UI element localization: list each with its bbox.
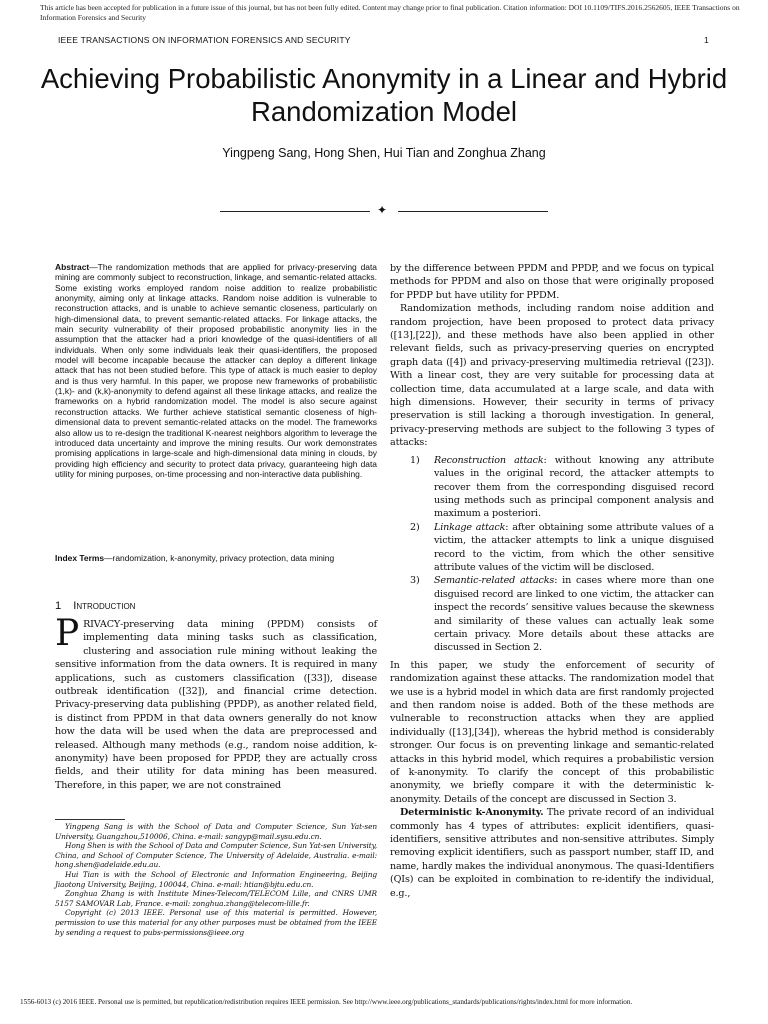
divider-star-icon: ✦ bbox=[377, 203, 388, 217]
author-list: Yingpeng Sang, Hong Shen, Hui Tian and Zonghua Zhang bbox=[222, 146, 546, 160]
index-terms-label: Index Terms bbox=[55, 553, 105, 563]
index-terms bbox=[55, 553, 377, 563]
footnote: Hong Shen is with the School of Data and Computer Science, Sun Yat-sen University, China, and School of Computer Science, The University of Adelaide, Australia. e-mail: hong.shen@adelaide.edu.au. bbox=[55, 841, 377, 870]
title-divider bbox=[220, 203, 548, 218]
abstract-label: Abstract bbox=[55, 262, 90, 272]
paper-title: Achieving Probabilistic Anonymity in a Linear and Hybrid Randomization Model bbox=[40, 63, 728, 127]
attack-name: Reconstruction attack bbox=[434, 454, 544, 466]
first-word-rest: RIVACY bbox=[83, 619, 121, 630]
list-item bbox=[390, 454, 714, 521]
attack-list bbox=[390, 454, 714, 655]
list-number: 1) bbox=[410, 454, 420, 466]
running-head: IEEE TRANSACTIONS ON INFORMATION FORENSICS AND SECURITY bbox=[58, 35, 351, 45]
paragraph: by the difference between PPDM and PPDP, and we focus on typical methods for PPDM and also on those that were originally proposed for PPDP but have utility for PPDM. bbox=[390, 263, 714, 301]
paragraph: Randomization methods, including random noise addition and random projection, have been proposed to protect data privacy ([13],[22]), and these methods have also been applied in other relevant fields, such as privacy-preserving queries on encrypted graph data ([4]) and privacy-preserving multimedia retrieval ([23]). With a linear cost, they are very suitable for processing data at collection time, data accumulated at a large scale, and data with high dimensions. However, their security in terms of privacy preservation is still lacking a thorough investigation. In general, privacy-preserving methods are subject to the following 3 types of attacks: bbox=[390, 303, 714, 449]
divider-line-right bbox=[398, 211, 548, 212]
index-terms-text: —randomization, k-anonymity, privacy protection, data mining bbox=[104, 553, 335, 563]
section-heading-introduction bbox=[55, 600, 135, 612]
publication-notice: This article has been accepted for publication in a future issue of this journal, but has not been fully edited. Content may change prior to final publication. Citation information: DOI 10.1109/TIFS.2016.2562605, IEEE Transactions on Information Forensics and Security bbox=[40, 3, 740, 22]
attack-name: Semantic-related attacks bbox=[434, 575, 555, 587]
paragraph bbox=[390, 806, 714, 900]
introduction-paragraph bbox=[55, 613, 377, 792]
paragraph: In this paper, we study the enforcement of security of randomization against these attacks. The randomization model that we use is a hybrid model in which data are first randomly projected and then random noise is added. Both of the these methods are vulnerable to reconstruction attacks when they are applied individually ([13],[34]), whereas the hybrid method is considerably stronger. Our focus is on preventing linkage and semantic-related attacks in this hybrid model, which requires a probabilistic version of k-anonymity. To clarify the concept of this probabilistic anonymity, we briefly compare it with the deterministic k-anonymity. Details of the concept are discussed in Section 3. bbox=[390, 659, 714, 805]
footnote: Copyright (c) 2013 IEEE. Personal use of this material is permitted. However, permission to use this material for any other purposes must be obtained from the IEEE by sending a request to pubs-permissions@ieee.org bbox=[55, 908, 377, 937]
list-item bbox=[390, 574, 714, 654]
paragraph-text: The private record of an individual commonly has 4 types of attributes: explicit identifiers, quasi-identifiers, sensitive attributes and non-sensitive attributes. Simply removing explicit identifiers, such as passport number, staff ID, and name, hardly makes the individual anonymous. The quasi-Identifiers (QIs) can be exploited in combination to re-identify the individual, e.g., bbox=[390, 807, 714, 899]
abstract-text: —The randomization methods that are applied for privacy-preserving data mining are commonly subject to reconstruction, linkage, and semantic-related attacks. Some existing works employed random noise addition to realize probabilistic anonymity, aiming only at linkage attacks. Random noise addition is vulnerable to reconstruction attacks, and is unable to achieve semantic closeness, particularly on high-dimensional data, to prevent semantic-related attacks. For linkage attacks, the main security vulnerability of their proposed probabilistic anonymity lies in the assumption that the attacker had a priori knowledge of the quasi-identifiers of all individuals. When only some individuals leak their quasi-identifiers, the proposed model will become incapable because the attacker can deploy a different linkage attack that has not been studied before. This type of attack is much easier to deploy and is thus very harmful. In this paper, we propose new frameworks of probabilistic (1,k)- and (k,k)-anonymity to defend against all these linkage attacks, and realize the frameworks on a hybrid randomization model. The model is also secure against reconstruction attacks. We further achieve statistical semantic closeness of high-dimensional data to prevent semantic-related attacks on the model. The frameworks also allow us to re-design the traditional K-nearest neighbors algorithm to leverage the introduced data uncertainty and improve the mining results. Our work demonstrates promising applications in large-scale and high-dimensional data mining in clouds, by providing high efficiency and security to protect data privacy, guaranteeing high data utility for mining purposes, on-time processing and non-interactive data publishing. bbox=[55, 262, 377, 479]
footnote: Hui Tian is with the School of Electronic and Information Engineering, Beijing Jiaotong University, Beijing, 100044, China. e-mail: htian@bjtu.edu.cn. bbox=[55, 869, 377, 889]
intro-text: -preserving data mining (PPDM) consists of implementing data mining tasks such as classification, clustering and association rule mining without leaking the sensitive information from the data owners. It is required in many applications, such as customers classification ([33]), disease outbreak identification ([32]), and financial crime detection. Privacy-preserving data publishing (PPDP), as another related field, is distinct from PPDM in that data owners generally do not know how the data will be used when the data are preprocessed and released. Although many methods (e.g., random noise addition, k-anonymity) have been proposed for PPDP, they are actually cross fields, and their utility for data mining has been measured. Therefore, in this paper, we are not constrained bbox=[55, 619, 377, 791]
right-column bbox=[390, 262, 714, 900]
attack-description: : without knowing any attribute values in the original record, the attacker attempts to recover them from the corresponding disguised record using methods such as principal component analysis and maximum a posteriori. bbox=[434, 454, 715, 520]
section-title: Introduction bbox=[73, 600, 136, 612]
attack-name: Linkage attack bbox=[434, 521, 506, 533]
page-number: 1 bbox=[704, 35, 709, 45]
list-number: 3) bbox=[410, 575, 420, 587]
section-number: 1 bbox=[55, 600, 62, 612]
divider-line-left bbox=[220, 211, 370, 212]
drop-cap: P bbox=[55, 613, 80, 654]
attack-description: : in cases where more than one disguised record are linked to one victim, the attacker can inspect the records’ sensitive values because the skewness and similarity of these values can actually leak some certain privacy. More details about these attacks are discussed in Section 2. bbox=[434, 575, 714, 654]
footnote: Zonghua Zhang is with Institute Mines-Telecom/TELECOM Lille, and CNRS UMR 5157 SAMOVAR Lab, France. e-mail: zonghua.zhang@telecom-lille.fr. bbox=[55, 889, 377, 908]
paragraph-label: Deterministic k-Anonymity. bbox=[400, 807, 544, 819]
copyright-footer: 1556-6013 (c) 2016 IEEE. Personal use is permitted, but republication/redistribution requires IEEE permission. See http://www.ieee.org/publications_standards/publications/rights/index.html for more information. bbox=[20, 998, 633, 1006]
author-footnotes bbox=[55, 822, 377, 937]
attack-description: : after obtaining some attribute values of a victim, the attacker attempts to link a unique disguised record to the victim, from which the other sensitive attribute values of the victim will be disclosed. bbox=[434, 521, 714, 573]
footnote: Yingpeng Sang is with the School of Data and Computer Science, Sun Yat-sen University, Guangzhou,510006, China. e-mail: sangyp@mail.sysu.edu.cn. bbox=[55, 822, 377, 841]
footnote-rule bbox=[55, 819, 125, 820]
abstract bbox=[55, 262, 377, 479]
list-item bbox=[390, 521, 714, 575]
list-number: 2) bbox=[410, 521, 420, 533]
